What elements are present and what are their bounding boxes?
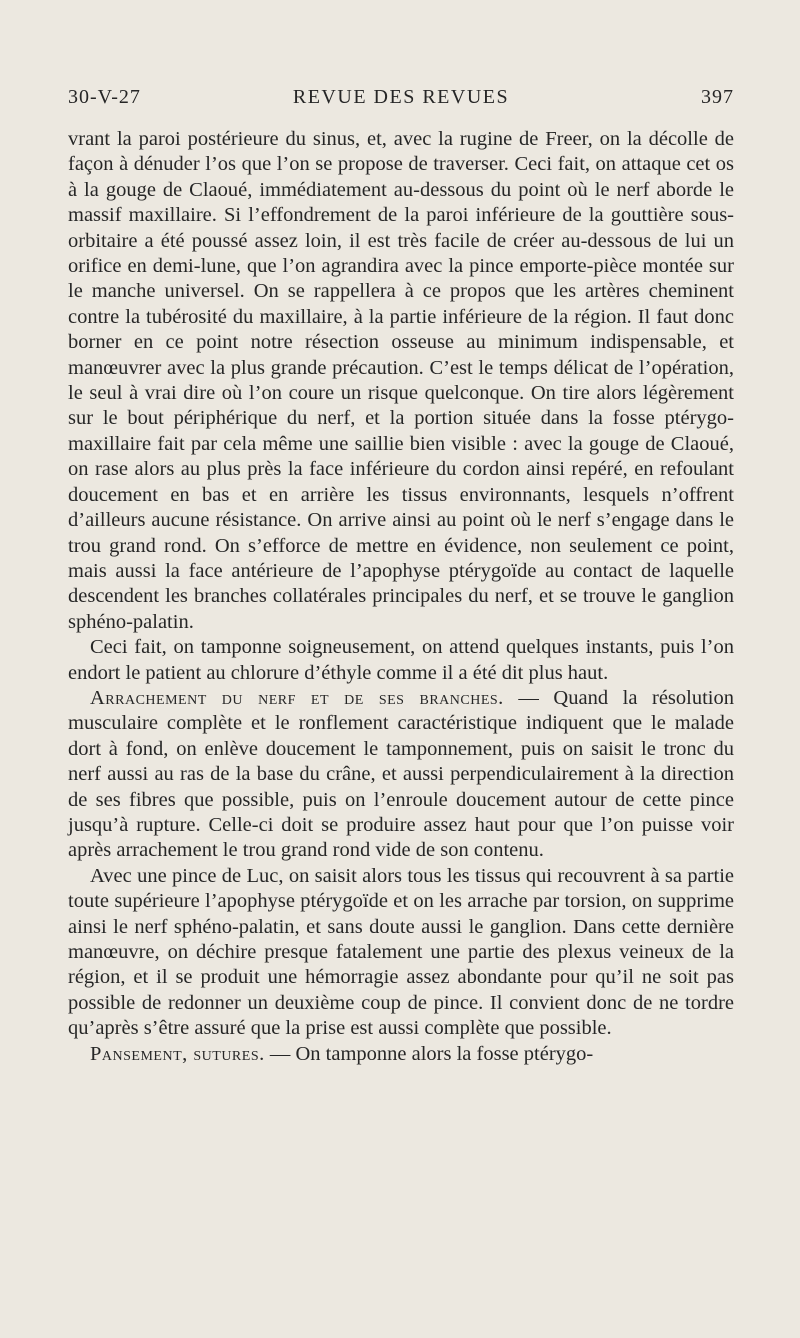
paragraph-text: Ceci fait, on tamponne soigneusement, on attend quelques instants, puis l’on endort le patient au chlorure d’éthyle comme il a été dit plus haut. (68, 636, 734, 684)
paragraph-text: Avec une pince de Luc, on saisit alors tous les tissus qui recouvrent à sa partie toute supérieure l’apophyse ptérygoïde et on les arrache par torsion, on supprime ainsi le nerf sphéno-palatin, et sans doute aussi le ganglion. Dans cette dernière manœuvre, on déchire presque fatalement une partie des plexus veineux de la région, et il se produit une hémorragie assez abondante pour qu’il ne soit pas possible de redonner un deuxième coup de pince. Il convient donc de ne tordre qu’après s’être assuré que la prise est aussi complète que possible. (68, 864, 734, 1040)
paragraph-text: vrant la paroi postérieure du sinus, et, avec la rugine de Freer, on la décolle de façon à dénuder l’os que l’on se propose de traverser. Ceci fait, on attaque cet os à la gouge de Claoué, immédiatement au-dessous du point où le nerf aborde le massif maxillaire. Si l’effondrement de la paroi inférieure de la gouttière sous-orbitaire a été poussé assez loin, il est très facile de créer au-dessous de lui un orifice en demi-lune, que l’on agrandira avec la pince emporte-pièce montée sur le manche universel. On se rappellera à ce propos que les artères cheminent contre la tubérosité du maxillaire, à la partie inférieure de la région. Il faut donc borner en ce point notre résection osseuse au minimum indispensable, et manœuvrer avec la plus grande précaution. C’est le temps délicat de l’opération, le seul à vrai dire où l’on coure un risque quelconque. On tire alors légèrement sur le bout périphérique du nerf, et la portion située dans la fosse ptérygo-maxillaire fait par cela même une saillie bien visible : avec la gouge de Claoué, on rase alors au plus près la face inférieure du cordon ainsi repéré, en refoulant doucement en bas et en arrière les tissus environnants, lesquels n’offrent d’ailleurs aucune résistance. On arrive ainsi au point où le nerf s’engage dans le trou grand rond. On s’efforce de mettre en évidence, non seulement ce point, mais aussi la face antérieure de l’apophyse ptérygoïde au contact de laquelle descendent les branches collatérales principales du nerf, et se trouve le ganglion sphéno-palatin. (68, 128, 734, 633)
paragraph-text: — Quand la résolution musculaire complète et le ronflement caractéristique indiquent que le malade dort à fond, on enlève doucement le tamponnement, puis on saisit le tronc du nerf aussi au ras de la base du crâne, et aussi perpendiculairement à la direction de ses fibres que possible, puis on l’enroule doucement autour de cette pince jusqu’à rupture. Celle-ci doit se produire assez haut pour que l’on puisse voir après arrachement le trou grand rond vide de son contenu. (68, 686, 734, 862)
page-number: 397 (701, 86, 734, 108)
issue-date: 30-V-27 (68, 86, 141, 108)
paragraph-luc-forceps (68, 864, 734, 1042)
paragraph-anesthesia (68, 635, 734, 686)
journal-section-title: REVUE DES REVUES (292, 86, 510, 108)
paragraph-nerve-avulsion (68, 686, 734, 864)
running-header (68, 86, 734, 116)
section-heading: Arrachement du nerf et de ses branches. (90, 686, 504, 709)
article-body (68, 127, 734, 1067)
paragraph-dressing (68, 1042, 734, 1067)
section-heading: Pansement, sutures. (90, 1042, 265, 1065)
paragraph-dissection (68, 127, 734, 635)
paragraph-text: — On tamponne alors la fosse ptérygo- (264, 1042, 594, 1065)
